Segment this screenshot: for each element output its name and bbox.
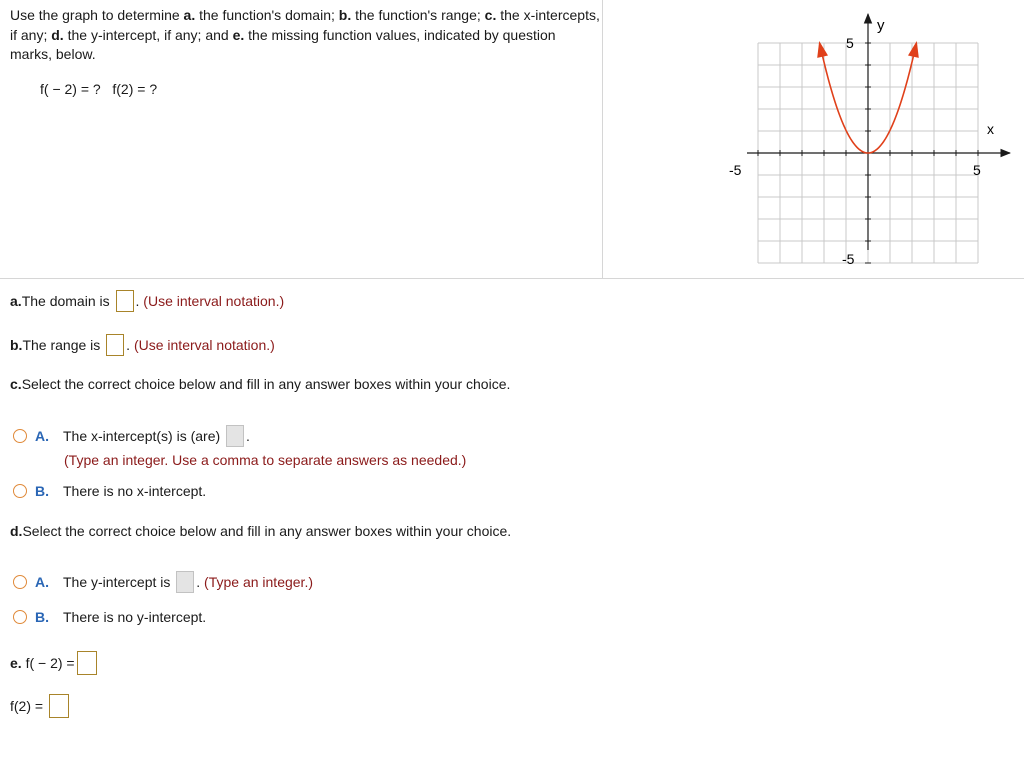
- part-b-text: The range is: [22, 337, 101, 353]
- question-part: the missing function values, indicated by question marks, below.: [10, 26, 556, 62]
- question-part: the x-intercepts, if any;: [10, 7, 600, 43]
- part-d-row: [10, 523, 511, 539]
- part-c-option-b[interactable]: [13, 483, 206, 499]
- part-c-text: Select the correct choice below and fill in any answer boxes within your choice.: [21, 376, 511, 392]
- part-d-text: Select the correct choice below and fill in any answer boxes within your choice.: [22, 523, 512, 539]
- period: .: [135, 293, 140, 309]
- question-part: the function's range;: [351, 7, 485, 23]
- part-d-label: d.: [10, 523, 23, 539]
- option-text: The y-intercept is: [63, 574, 171, 590]
- option-text: There is no y-intercept.: [63, 609, 207, 625]
- f2-text: f(2) =: [10, 698, 44, 714]
- range-answer-box[interactable]: [106, 334, 124, 356]
- f2-row: [10, 694, 71, 718]
- question-part: Use the graph to determine: [10, 7, 184, 23]
- function-graph: [725, 10, 1015, 272]
- domain-answer-box[interactable]: [116, 290, 134, 312]
- option-letter: B.: [35, 483, 49, 499]
- period: .: [246, 428, 250, 444]
- part-d-option-b[interactable]: [13, 609, 206, 625]
- question-part-label: b.: [338, 7, 352, 23]
- part-a-hint: (Use interval notation.): [143, 293, 285, 309]
- x-intercept-answer-box[interactable]: [226, 425, 244, 447]
- f2-answer-box[interactable]: [49, 694, 69, 718]
- option-text: There is no x-intercept.: [63, 483, 207, 499]
- option-letter: A.: [35, 428, 49, 444]
- option-text: The x-intercept(s) is (are): [63, 428, 221, 444]
- part-e-label: e.: [10, 655, 22, 671]
- period: .: [196, 574, 201, 590]
- option-letter: A.: [35, 574, 49, 590]
- vertical-divider: [602, 0, 603, 278]
- x-axis-label: x: [987, 121, 994, 137]
- tick-label-x-neg: -5: [729, 162, 742, 178]
- question-part: the function's domain;: [195, 7, 339, 23]
- horizontal-divider: [0, 278, 1024, 279]
- part-a-row: [10, 290, 284, 312]
- radio-button-c-b[interactable]: [13, 484, 27, 498]
- option-letter: B.: [35, 609, 49, 625]
- y-intercept-answer-box[interactable]: [176, 571, 194, 593]
- part-e-text: f( − 2) =: [21, 655, 75, 671]
- curve-arrow-left: [817, 41, 828, 58]
- part-c-label: c.: [10, 376, 22, 392]
- part-b-label: b.: [10, 337, 23, 353]
- part-b-hint: (Use interval notation.): [133, 337, 275, 353]
- question-part-label: e.: [232, 26, 245, 43]
- part-c-row: [10, 376, 510, 392]
- question-text: [10, 6, 600, 65]
- radio-button-d-b[interactable]: [13, 610, 27, 624]
- f-neg2-answer-box[interactable]: [77, 651, 97, 675]
- curve-arrow-right: [908, 41, 919, 58]
- part-c-option-a[interactable]: [13, 425, 250, 447]
- part-e-row: [10, 651, 99, 675]
- question-part-label: a.: [183, 7, 196, 23]
- option-hint: (Type an integer. Use a comma to separate answers as needed.): [64, 452, 467, 468]
- tick-label-y-pos: 5: [846, 35, 854, 51]
- tick-label-y-neg: -5: [842, 251, 855, 267]
- tick-label-x-pos: 5: [973, 162, 981, 178]
- part-a-label: a.: [10, 293, 22, 309]
- question-part: the y-intercept, if any; and: [63, 26, 233, 43]
- part-b-row: [10, 334, 275, 356]
- part-d-option-a[interactable]: [13, 571, 313, 593]
- radio-button-d-a[interactable]: [13, 575, 27, 589]
- question-part-label: c.: [484, 7, 497, 23]
- radio-button-c-a[interactable]: [13, 429, 27, 443]
- part-a-text: The domain is: [21, 293, 110, 309]
- function-values-prompt: f( − 2) = ? f(2) = ?: [40, 81, 158, 97]
- y-axis-label: y: [877, 17, 885, 34]
- question-part-label: d.: [51, 26, 64, 43]
- part-c-option-a-hint: [64, 452, 466, 468]
- period: .: [126, 337, 131, 353]
- option-hint: (Type an integer.): [204, 574, 313, 590]
